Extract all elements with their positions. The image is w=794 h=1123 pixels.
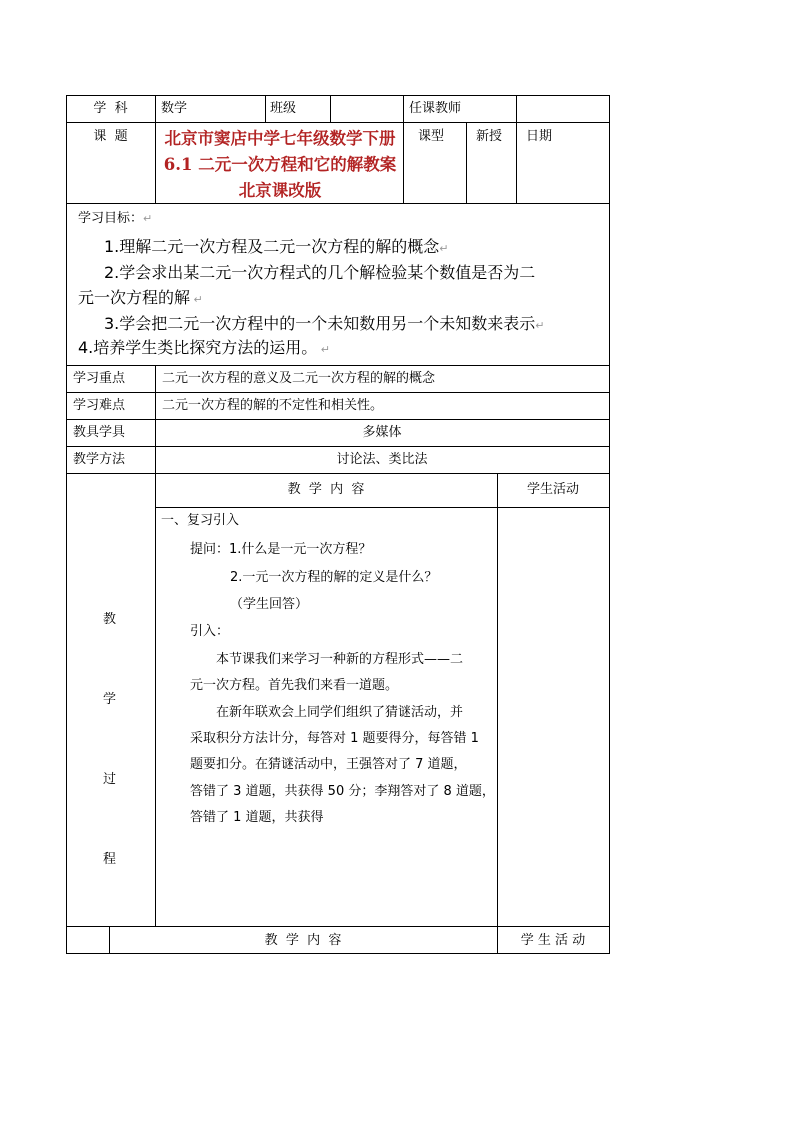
row-divider (66, 419, 610, 420)
row-divider (66, 365, 610, 366)
table-border-left (66, 95, 67, 954)
activity-header: 学生活动 (526, 482, 579, 497)
content-line: （学生回答） (230, 597, 309, 612)
table-border-bottom (66, 953, 610, 954)
row-divider (66, 446, 610, 447)
content-line: 答错了 3 道题，共获得 50 分；李翔答对了 8 道题， (190, 784, 495, 799)
teaching-aids-label: 教具学具 (73, 425, 126, 440)
objective-3: 3.学会把二元一次方程中的一个未知数用另一个未知数来表示↵ (104, 314, 545, 333)
col-divider (265, 95, 266, 123)
lesson-type-value: 新授 (476, 129, 503, 144)
footer-activity-header: 学 生 活 动 (520, 933, 586, 948)
process-side-char: 程 (103, 852, 117, 867)
difficulties-label: 学习难点 (73, 398, 126, 413)
content-line: 在新年联欢会上同学们组织了猜谜活动，并 (216, 705, 464, 720)
content-line: 一、复习引入 (161, 513, 240, 528)
teaching-method-value: 讨论法、类比法 (336, 452, 428, 467)
table-border-right (609, 95, 610, 954)
row-divider (66, 392, 610, 393)
teaching-aids-value: 多媒体 (362, 425, 402, 440)
row-divider (66, 473, 610, 474)
row-divider (66, 122, 610, 123)
content-line: 采取积分方法计分，每答对 1 题要得分，每答错 1 (190, 731, 479, 746)
col-divider (403, 95, 404, 203)
class-label: 班级 (270, 101, 297, 116)
objective-4: 4.培养学生类比探究方法的运用。 ↵ (78, 338, 330, 357)
objective-1: 1.理解二元一次方程及二元一次方程的解的概念↵ (104, 237, 449, 256)
process-side-char: 过 (103, 772, 117, 787)
col-divider (497, 473, 498, 954)
footer-content-header: 教 学 内 容 (264, 933, 342, 948)
teacher-label: 任课教师 (409, 101, 462, 116)
process-side-char: 学 (103, 692, 117, 707)
content-line: 2.一元一次方程的解的定义是什么？ (230, 570, 438, 585)
content-line: 引入： (190, 624, 230, 639)
process-side-char: 教 (103, 612, 117, 627)
objective-2-cont: 元一次方程的解 ↵ (78, 288, 203, 307)
col-divider (330, 95, 331, 123)
difficulties-value: 二元一次方程的解的不定性和相关性。 (162, 398, 384, 413)
date-label: 日期 (526, 129, 553, 144)
lesson-type-label: 课型 (418, 129, 445, 144)
lesson-title: 北京市窦店中学七年级数学下册 6.1 二元一次方程和它的解教案 北京课改版 (163, 129, 397, 200)
key-points-label: 学习重点 (73, 371, 126, 386)
content-line: 本节课我们来学习一种新的方程形式——二 (216, 652, 464, 667)
content-line: 提问：1.什么是一元一次方程？ (190, 542, 372, 557)
objective-2: 2.学会求出某二元一次方程式的几个解检验某个数值是否为二 (104, 263, 536, 282)
table-border-top (66, 95, 610, 96)
subject-value: 数学 (161, 101, 188, 116)
topic-label: 课 题 (93, 129, 128, 144)
key-points-value: 二元一次方程的意义及二元一次方程的解的概念 (162, 371, 436, 386)
col-divider (466, 122, 467, 203)
row-divider (66, 926, 610, 927)
content-line: 答错了 1 道题，共获得 (190, 810, 324, 825)
content-line: 元一次方程。首先我们来看一道题。 (190, 678, 399, 693)
objectives-heading: 学习目标：↵ (78, 211, 153, 226)
subject-label: 学 科 (93, 101, 128, 116)
content-line: 题要扣分。在猜谜活动中，王强答对了 7 道题， (190, 757, 467, 772)
col-divider (516, 95, 517, 203)
col-divider (155, 365, 156, 927)
content-header: 教 学 内 容 (287, 482, 365, 497)
teaching-method-label: 教学方法 (73, 452, 126, 467)
row-divider (155, 507, 610, 508)
col-divider (155, 95, 156, 203)
